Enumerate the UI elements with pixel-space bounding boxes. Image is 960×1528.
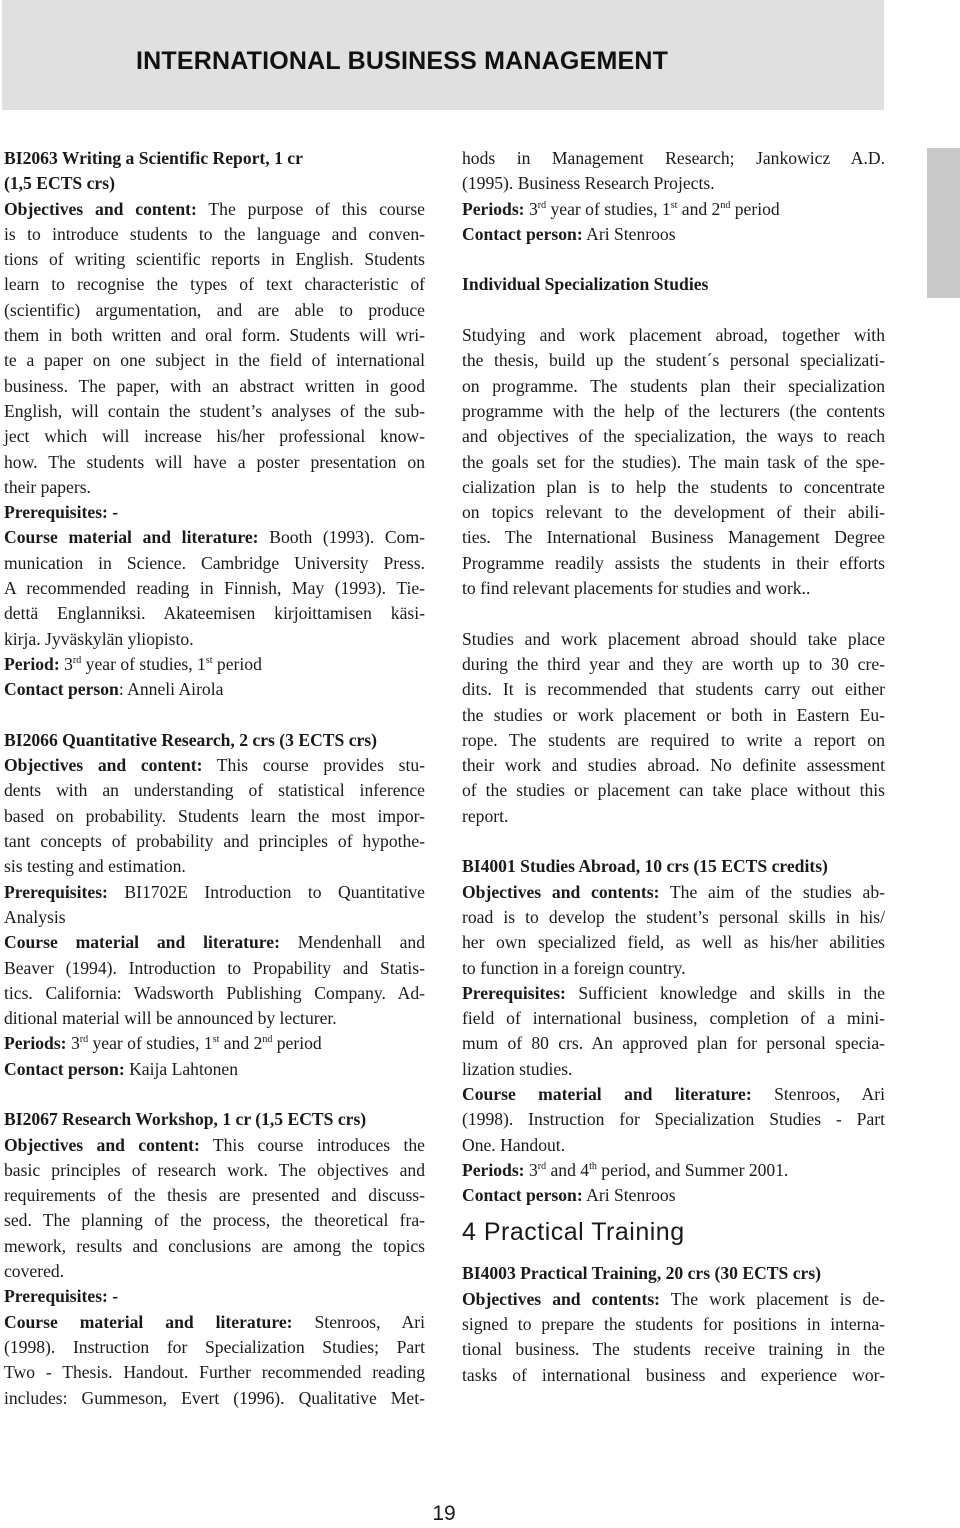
- prerequisites-line: [462, 981, 885, 1006]
- contact-line: [462, 222, 885, 247]
- spacer: [462, 829, 885, 854]
- prerequisites-label: Prerequisites:: [462, 982, 566, 1003]
- paragraph-line: dits. It is recommended that students carry out either: [462, 679, 885, 700]
- contact-label: Contact person:: [462, 223, 583, 244]
- objectives-text: This course provides stu-: [202, 755, 426, 776]
- paragraph-line: to find relevant placements for studies and work..: [462, 578, 811, 599]
- spacer: [462, 601, 885, 626]
- course-material-line: Beaver (1994). Introduction to Propability and Statis-: [4, 957, 425, 978]
- period-sup: st: [205, 654, 213, 666]
- contact-value: Ari Stenroos: [582, 1185, 676, 1206]
- course-credits: (1,5 ECTS crs): [4, 173, 115, 194]
- objectives-line: mework, results and conclusions are among the topics: [4, 1235, 425, 1256]
- course-material-line: [462, 1082, 885, 1107]
- periods-year: 3: [524, 1159, 538, 1180]
- course-title: BI2066 Quantitative Research, 2 crs (3 ECTS crs): [4, 729, 378, 750]
- paragraph-line: their work and studies abroad. No definite assessment: [462, 755, 885, 776]
- periods-line: [462, 197, 885, 222]
- course-material-line: kirja. Jyväskylän yliopisto.: [4, 628, 194, 649]
- period-label: Period:: [4, 653, 60, 674]
- paragraph-line: the goals set for the studies). The main task of the spe-: [462, 451, 885, 472]
- course-material-text: Stenroos, Ari: [292, 1311, 425, 1332]
- periods-line: [4, 1031, 425, 1056]
- course-material-label: Course material and literature:: [4, 1311, 293, 1332]
- course-bi2063: [4, 146, 425, 703]
- periods-line: [462, 1158, 885, 1183]
- paragraph-line: report.: [462, 805, 509, 826]
- paragraph-line: during the third year and they are worth up to 30 cre-: [462, 653, 885, 674]
- spacer: [4, 703, 425, 728]
- course-material-line: tics. California: Wadsworth Publishing Company. Ad-: [4, 982, 425, 1003]
- side-tab-marker: [927, 148, 960, 298]
- periods-text: and 4: [546, 1159, 590, 1180]
- period-text: period: [212, 653, 262, 674]
- course-material-label: Course material and literature:: [4, 527, 259, 548]
- paragraph-line: Studies and work placement abroad should take place: [462, 628, 885, 649]
- objectives-line: ject which will increase his/her professional know-: [4, 426, 425, 447]
- course-material-line: One. Handout.: [462, 1134, 566, 1155]
- contact-value: : Anneli Airola: [118, 679, 224, 700]
- subsection-heading: Individual Specialization Studies: [462, 274, 709, 295]
- periods-sup: st: [212, 1034, 220, 1046]
- paragraph-line: the studies or work placement or both in Eastern Eu-: [462, 704, 885, 725]
- prerequisites-line: Prerequisites: -: [4, 502, 119, 523]
- paragraph-line: ties. The International Business Management Degree: [462, 527, 885, 548]
- objectives-line: road is to develop the student’s personal skills in his/: [462, 906, 885, 927]
- prerequisites-line: Analysis: [4, 906, 66, 927]
- course-bi2067: [4, 1107, 425, 1411]
- prerequisites-text: BI1702E Introduction to Quantitative: [107, 881, 425, 902]
- course-material-line: ditional material will be announced by lecturer.: [4, 1008, 337, 1029]
- continued-text-line: hods in Management Research; Jankowicz A.D.: [462, 148, 885, 168]
- paragraph-line: cialization plan is to help the students to concentrate: [462, 476, 885, 497]
- spacer: [4, 1082, 425, 1107]
- course-bi2066: [4, 728, 425, 1082]
- objectives-label: Objectives and content:: [4, 755, 203, 776]
- prerequisites-line: [4, 880, 425, 905]
- course-material-line: Two - Thesis. Handout. Further recommended reading: [4, 1362, 425, 1383]
- objectives-label: Objectives and content:: [4, 198, 197, 219]
- objectives-text: This course introduces the: [199, 1134, 425, 1155]
- objectives-line: [4, 753, 425, 778]
- objectives-line: to function in a foreign country.: [462, 957, 686, 978]
- periods-text: year of studies, 1: [88, 1033, 213, 1054]
- periods-sup: rd: [79, 1034, 89, 1046]
- objectives-text: The work placement is de-: [660, 1288, 885, 1309]
- course-title: BI2067 Research Workshop, 1 cr (1,5 ECTS crs): [4, 1109, 367, 1130]
- objectives-text: The aim of the studies ab-: [659, 881, 886, 902]
- spacer: [462, 247, 885, 272]
- objectives-line: sis testing and estimation.: [4, 856, 186, 877]
- periods-text: period: [272, 1033, 322, 1054]
- course-material-text: Stenroos, Ari: [751, 1083, 885, 1104]
- periods-sup: st: [670, 199, 678, 211]
- objectives-label: Objectives and content:: [4, 1134, 200, 1155]
- periods-sup: rd: [537, 1160, 547, 1172]
- periods-label: Periods:: [462, 1159, 525, 1180]
- course-title: BI2063 Writing a Scientific Report, 1 cr: [4, 148, 303, 168]
- prerequisites-line: lization studies.: [462, 1058, 573, 1079]
- objectives-line: signed to prepare the students for positions in interna-: [462, 1314, 885, 1335]
- periods-sup: nd: [720, 199, 731, 211]
- specialization-paragraph-1: [462, 323, 885, 601]
- page-header-title: INTERNATIONAL BUSINESS MANAGEMENT: [136, 47, 669, 75]
- left-column: [4, 146, 425, 1411]
- course-material-line: includes: Gummeson, Evert (1996). Qualitative Met-: [4, 1387, 425, 1408]
- objectives-line: [462, 1287, 885, 1312]
- course-material-label: Course material and literature:: [462, 1083, 752, 1104]
- objectives-line: based on probability. Students learn the most impor-: [4, 805, 425, 826]
- course-material-line: [4, 930, 425, 955]
- paragraph-line: programme with the help of the lecturers (the contents: [462, 400, 885, 421]
- period-text: year of studies, 1: [81, 653, 206, 674]
- objectives-line: dents with an understanding of statistical inference: [4, 780, 425, 801]
- objectives-line: tional business. The students receive training in the: [462, 1339, 885, 1360]
- course-material-line: A recommended reading in Finnish, May (1993). Tie-: [4, 578, 425, 599]
- contact-value: Kaija Lahtonen: [124, 1058, 239, 1079]
- periods-sup: rd: [537, 199, 547, 211]
- periods-text: period, and Summer 2001.: [596, 1159, 789, 1180]
- periods-label: Periods:: [4, 1033, 67, 1054]
- course-material-line: dettä Englanniksi. Akateemisen kirjoittamisen käsi-: [4, 603, 425, 624]
- course-material-label: Course material and literature:: [4, 932, 280, 953]
- page-number: 19: [432, 1502, 456, 1525]
- periods-text: and 2: [219, 1033, 263, 1054]
- objectives-line: requirements of the thesis are presented and discuss-: [4, 1185, 425, 1206]
- objectives-line: [4, 1133, 425, 1158]
- objectives-label: Objectives and contents:: [462, 1288, 661, 1309]
- course-material-text: Mendenhall and: [279, 932, 426, 953]
- objectives-line: (scientific) argumentation, and are able to produce: [4, 299, 425, 320]
- prerequisites-line: mum of 80 crs. An approved plan for personal specia-: [462, 1033, 885, 1054]
- contact-line: [4, 677, 425, 702]
- contact-label: Contact person:: [4, 1058, 125, 1079]
- paragraph-line: on programme. The students plan their specialization: [462, 375, 885, 396]
- course-material-line: (1998). Instruction for Specialization Studies - Part: [462, 1109, 885, 1130]
- prerequisites-line: field of international business, completion of a mini-: [462, 1008, 885, 1029]
- contact-line: [4, 1057, 425, 1082]
- objectives-label: Objectives and contents:: [462, 881, 660, 902]
- objectives-line: tions of writing scientific reports in English. Students: [4, 249, 425, 270]
- objectives-line: sed. The planning of the process, the theoretical fra-: [4, 1210, 425, 1231]
- paragraph-line: Programme readily assists the students in their efforts: [462, 552, 885, 573]
- periods-sup: th: [589, 1160, 597, 1172]
- objectives-line: tasks of international business and experience wor-: [462, 1364, 885, 1385]
- right-column: [462, 146, 885, 1388]
- objectives-line: learn to recognise the types of text characteristic of: [4, 274, 425, 295]
- periods-text: and 2: [677, 198, 721, 219]
- periods-label: Periods:: [462, 198, 525, 219]
- paragraph-line: rope. The students are required to write a report on: [462, 729, 885, 750]
- objectives-line: how. The students will have a poster presentation on: [4, 451, 425, 472]
- section-heading: 4 Practical Training: [462, 1218, 685, 1247]
- prerequisites-line: Prerequisites: -: [4, 1286, 119, 1307]
- periods-text: year of studies, 1: [546, 198, 671, 219]
- course-title: BI4001 Studies Abroad, 10 crs (15 ECTS credits): [462, 856, 828, 877]
- objectives-line: English, will contain the student’s analyses of the sub-: [4, 400, 425, 421]
- paragraph-line: the thesis, build up the student´s personal specializati-: [462, 350, 885, 371]
- prerequisites-text: Sufficient knowledge and skills in the: [565, 982, 885, 1003]
- period-line: [4, 652, 425, 677]
- objectives-line: basic principles of research work. The objectives and: [4, 1159, 425, 1180]
- contact-value: Ari Stenroos: [582, 223, 676, 244]
- continued-text-line: (1995). Business Research Projects.: [462, 173, 715, 194]
- paragraph-line: Studying and work placement abroad, together with: [462, 325, 885, 346]
- objectives-line: [462, 880, 885, 905]
- period-sup: rd: [72, 654, 82, 666]
- prerequisites-label: Prerequisites:: [4, 881, 108, 902]
- periods-year: 3: [524, 198, 538, 219]
- periods-sup: nd: [262, 1034, 273, 1046]
- paragraph-line: on topics relevant to the development of their abili-: [462, 502, 885, 523]
- course-material-line: [4, 1310, 425, 1335]
- spacer: [462, 298, 885, 323]
- course-material-line: munication in Science. Cambridge University Press.: [4, 552, 425, 573]
- course-bi4001: [462, 854, 885, 1208]
- objectives-line: [4, 197, 425, 222]
- objectives-line: their papers.: [4, 476, 91, 497]
- course-material-text: Booth (1993). Com-: [258, 527, 426, 548]
- objectives-line: them in both written and oral form. Students will wri-: [4, 325, 425, 346]
- paragraph-line: and objectives of the specialization, the ways to reach: [462, 426, 885, 447]
- course-material-line: (1998). Instruction for Specialization Studies; Part: [4, 1336, 425, 1357]
- period-year: 3: [59, 653, 73, 674]
- objectives-line: covered.: [4, 1261, 65, 1282]
- specialization-paragraph-2: [462, 627, 885, 829]
- contact-label: Contact person: [4, 679, 119, 700]
- course-material-line: [4, 525, 425, 550]
- course-bi4003: [462, 1261, 885, 1387]
- objectives-text: The purpose of this course: [196, 198, 425, 219]
- course-title: BI4003 Practical Training, 20 crs (30 ECTS crs): [462, 1263, 822, 1284]
- objectives-line: her own specialized field, as well as his/her abilities: [462, 932, 885, 953]
- objectives-line: business. The paper, with an abstract written in good: [4, 375, 425, 396]
- paragraph-line: of the studies or placement can take place without this: [462, 780, 885, 801]
- contact-label: Contact person:: [462, 1185, 583, 1206]
- contact-line: [462, 1183, 885, 1208]
- objectives-line: te a paper on one subject in the field of international: [4, 350, 425, 371]
- periods-year: 3: [66, 1033, 80, 1054]
- periods-text: period: [730, 198, 780, 219]
- objectives-line: is to introduce students to the language and conven-: [4, 223, 425, 244]
- objectives-line: tant concepts of probability and principles of hypothe-: [4, 831, 425, 852]
